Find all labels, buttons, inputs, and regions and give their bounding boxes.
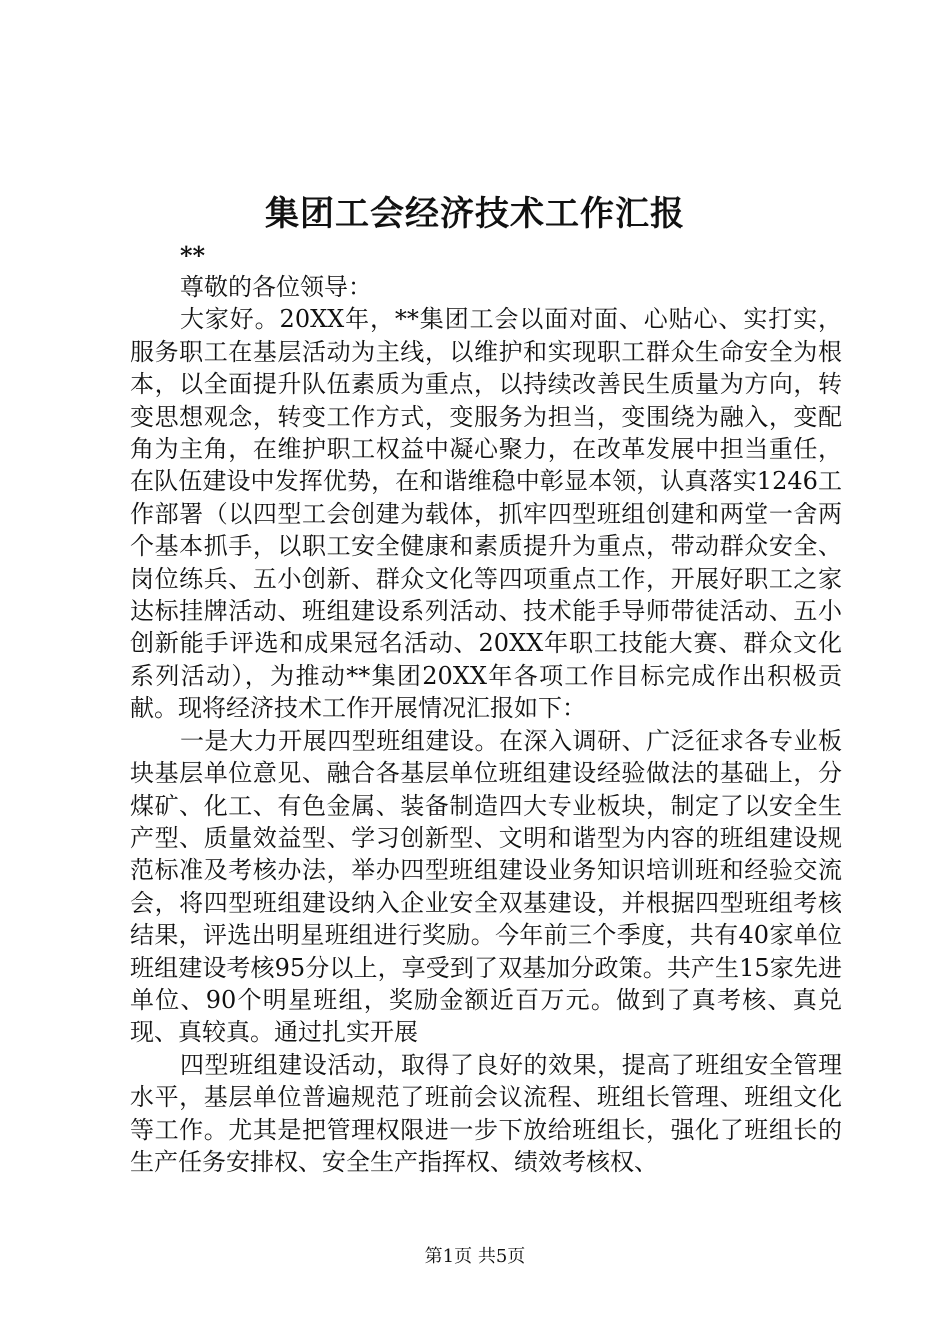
document-body [130, 271, 842, 1178]
paragraph-intro: 大家好。20XX年，**集团工会以面对面、心贴心、实打实，服务职工在基层活动为主线，以维护和实现职工群众生命安全为根本，以全面提升队伍素质为重点，以持续改善民生质量为方向，转变思想观念，转变工作方式，变服务为担当，变围绕为融入，变配角为主角，在维护职工权益中凝心聚力，在改革发展中担当重任，在队伍建设中发挥优势，在和谐维稳中彰显本领，认真落实1246工作部署（以四型工会创建为载体，抓牢四型班组创建和两堂一舍两个基本抓手，以职工安全健康和素质提升为重点，带动群众安全、岗位练兵、五小创新、群众文化等四项重点工作，开展好职工之家达标挂牌活动、班组建设系列活动、技术能手导师带徒活动、五小创新能手评选和成果冠名活动、20XX年职工技能大赛、群众文化系列活动），为推动**集团20XX年各项工作目标完成作出积极贡献。现将经济技术工作开展情况汇报如下： [130, 305, 842, 723]
salutation: 尊敬的各位领导： [180, 273, 372, 301]
document-author: ** [180, 241, 206, 270]
paragraph-section-one: 一是大力开展四型班组建设。在深入调研、广泛征求各专业板块基层单位意见、融合各基层单位班组建设经验做法的基础上，分煤矿、化工、有色金属、装备制造四大专业板块，制定了以安全生产型、质量效益型、学习创新型、文明和谐型为内容的班组建设规范标准及考核办法，举办四型班组建设业务知识培训班和经验交流会，将四型班组建设纳入企业安全双基建设，并根据四型班组考核结果，评选出明星班组进行奖励。今年前三个季度，共有40家单位班组建设考核95分以上，享受到了双基加分政策。共产生15家先进单位、90个明星班组，奖励金额近百万元。做到了真考核、真兑现、真较真。通过扎实开展 [130, 726, 842, 1047]
page-number-footer: 第1页 共5页 [424, 1246, 526, 1267]
document-title: 集团工会经济技术工作汇报 [265, 194, 685, 234]
paragraph-continuation: 四型班组建设活动，取得了良好的效果，提高了班组安全管理水平，基层单位普遍规范了班前会议流程、班组长管理、班组文化等工作。尤其是把管理权限进一步下放给班组长，强化了班组长的生产任务安排权、安全生产指挥权、绩效考核权、 [130, 1050, 842, 1176]
